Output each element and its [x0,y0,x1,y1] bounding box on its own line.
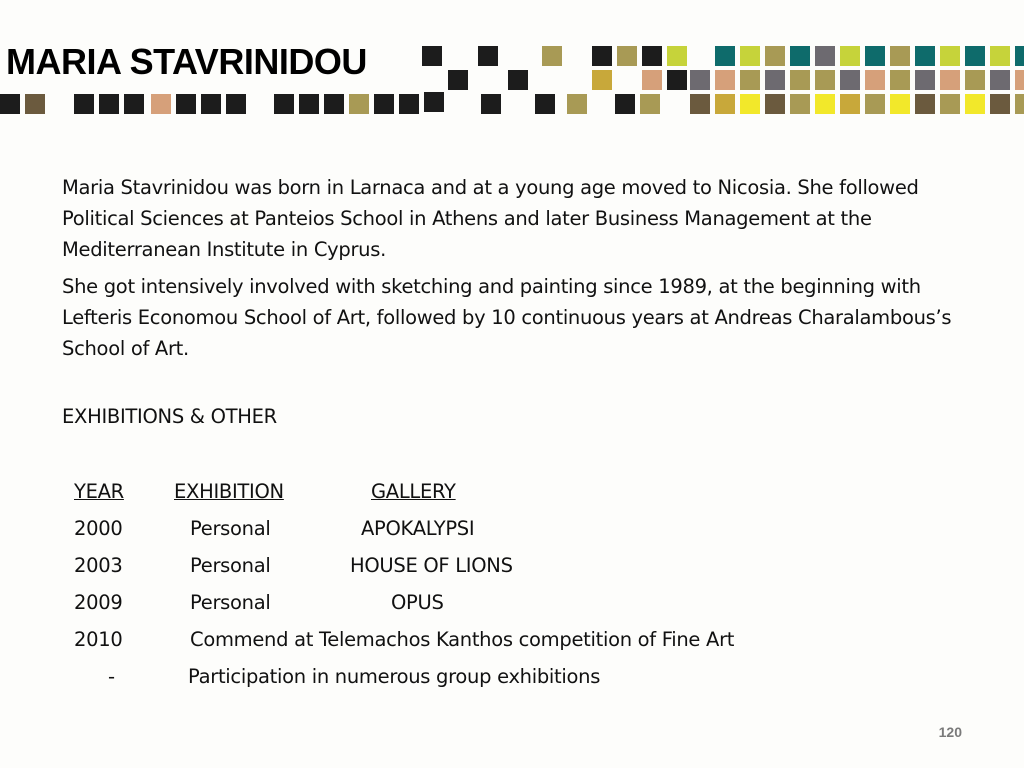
mosaic-square [740,70,760,90]
cell-year: - [108,665,115,688]
mosaic-square [690,70,710,90]
cell-year: 2000 [74,517,123,540]
mosaic-square [890,70,910,90]
mosaic-square [715,94,735,114]
biography-paragraph: Maria Stavrinidou was born in Larnaca and at a young age moved to Nicosia. She followed Political Sciences at Panteios School in Athens and later Business Management at the Mediterranean Institute in Cyprus. [62,176,919,261]
mosaic-square [508,70,528,90]
mosaic-square [448,70,468,90]
mosaic-square [815,70,835,90]
column-header-year: YEAR [74,480,124,503]
mosaic-square [374,94,394,114]
mosaic-square [990,94,1010,114]
mosaic-square [642,70,662,90]
mosaic-square [965,94,985,114]
mosaic-square [74,94,94,114]
mosaic-square [535,94,555,114]
mosaic-square [542,46,562,66]
mosaic-square [399,94,419,114]
mosaic-square [965,46,985,66]
mosaic-square [915,94,935,114]
mosaic-square [790,46,810,66]
mosaic-square [324,94,344,114]
mosaic-square [940,94,960,114]
mosaic-square [915,46,935,66]
slide-title: MARIA STAVRINIDOU [6,41,367,82]
mosaic-square [25,94,45,114]
mosaic-square [0,94,20,114]
mosaic-square [640,94,660,114]
mosaic-square [226,94,246,114]
mosaic-square [99,94,119,114]
mosaic-square [965,70,985,90]
cell-exhibition: Commend at Telemachos Kanthos competition of Fine Art [190,628,735,651]
cell-gallery: HOUSE OF LIONS [350,554,513,577]
mosaic-square [642,46,662,66]
mosaic-square [840,70,860,90]
mosaic-square [840,94,860,114]
mosaic-square [615,94,635,114]
column-header-gallery: GALLERY [371,480,456,503]
biography-paragraph: She got intensively involved with sketching and painting since 1989, at the beginning with Lefteris Economou School of Art, followed by 10 continuous years at Andreas Charalambous’s School of Art. [62,275,952,360]
mosaic-square [1015,70,1024,90]
cell-year: 2010 [74,628,123,651]
mosaic-square [715,46,735,66]
mosaic-square [715,70,735,90]
mosaic-square [940,70,960,90]
cell-gallery: OPUS [391,591,444,614]
cell-exhibition: Personal [190,517,271,540]
cell-exhibition: Personal [190,591,271,614]
mosaic-square [765,70,785,90]
mosaic-square [815,94,835,114]
mosaic-square [765,94,785,114]
exhibitions-heading: EXHIBITIONS & OTHER [62,405,277,428]
mosaic-square [890,46,910,66]
mosaic-square [1015,94,1024,114]
mosaic-square [815,46,835,66]
mosaic-square [865,46,885,66]
mosaic-square [690,94,710,114]
mosaic-square [915,70,935,90]
cell-exhibition: Personal [190,554,271,577]
mosaic-square [765,46,785,66]
mosaic-square [124,94,144,114]
mosaic-square [890,94,910,114]
biography-text [62,172,962,370]
mosaic-square [422,46,442,66]
mosaic-square [617,46,637,66]
mosaic-square [592,70,612,90]
mosaic-square [667,46,687,66]
mosaic-square [1015,46,1024,66]
mosaic-square [940,46,960,66]
mosaic-square [481,94,501,114]
mosaic-square [990,46,1010,66]
mosaic-square [478,46,498,66]
mosaic-square [865,94,885,114]
mosaic-square [592,46,612,66]
mosaic-square [274,94,294,114]
cell-gallery: APOKALYPSI [361,517,475,540]
mosaic-square [349,94,369,114]
column-header-exhibition: EXHIBITION [174,480,284,503]
cell-exhibition: Participation in numerous group exhibitions [188,665,601,688]
mosaic-square [840,46,860,66]
cell-year: 2009 [74,591,123,614]
mosaic-square [790,70,810,90]
mosaic-square [176,94,196,114]
mosaic-square [740,46,760,66]
mosaic-square [865,70,885,90]
mosaic-square [299,94,319,114]
mosaic-square [990,70,1010,90]
mosaic-square [740,94,760,114]
mosaic-square [424,92,444,112]
mosaic-square [567,94,587,114]
page-number: 120 [938,724,962,740]
mosaic-square [667,70,687,90]
mosaic-square [201,94,221,114]
mosaic-square [151,94,171,114]
cell-year: 2003 [74,554,123,577]
mosaic-square [790,94,810,114]
